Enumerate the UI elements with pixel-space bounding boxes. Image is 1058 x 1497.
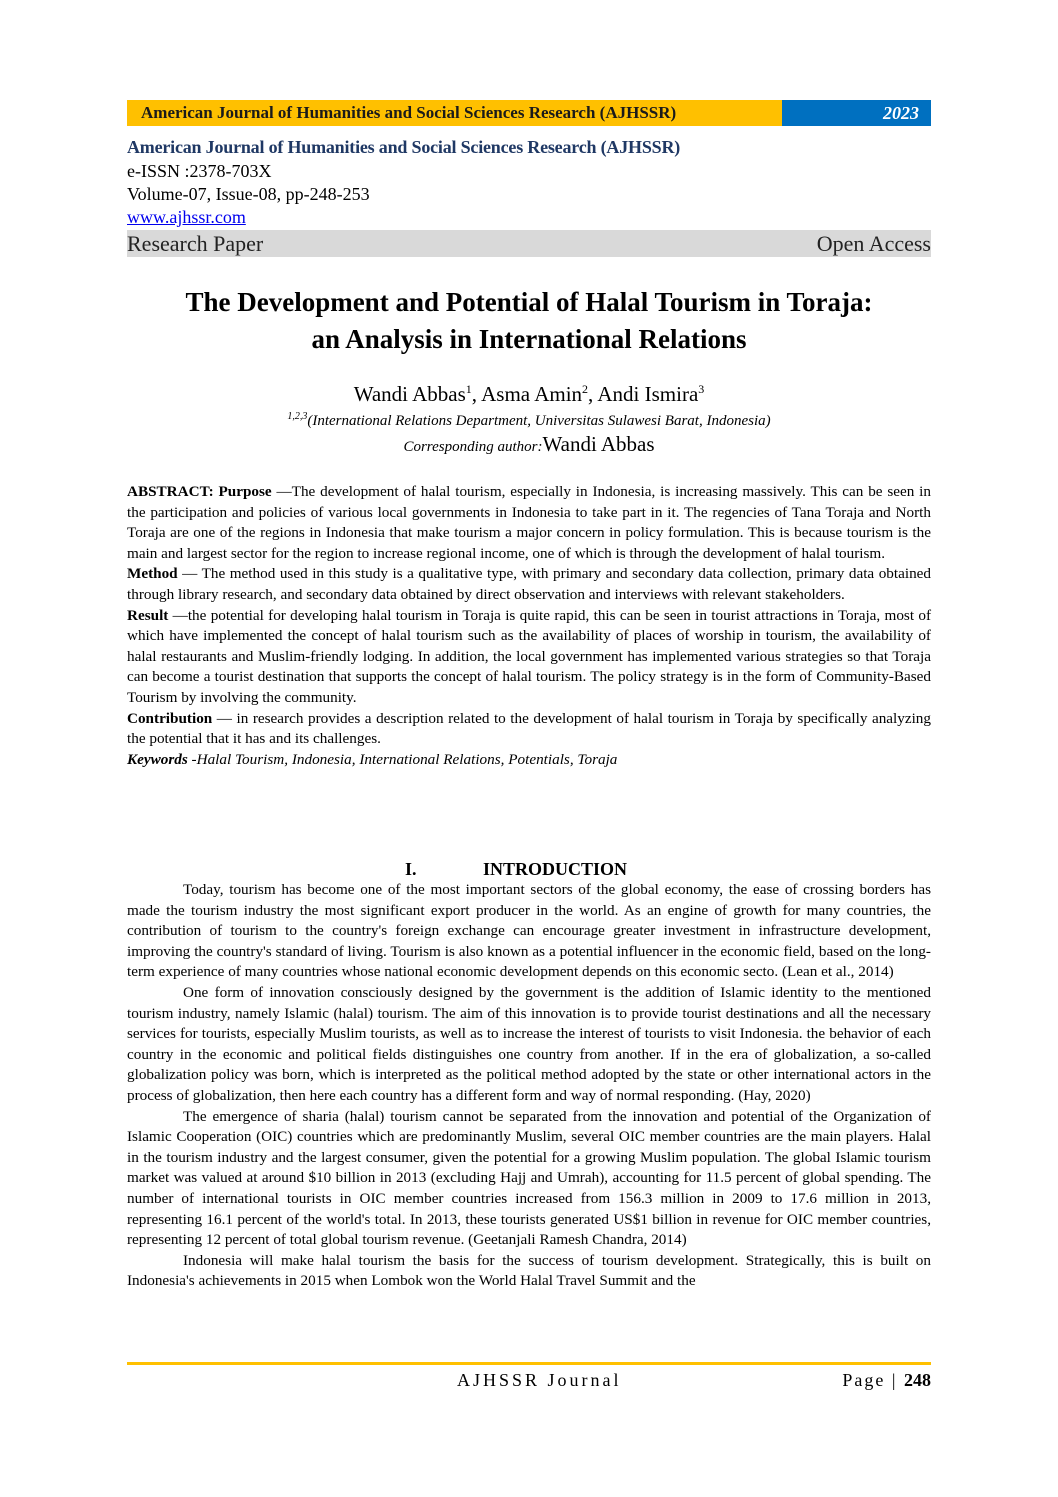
running-header-year: 2023 [782, 100, 931, 126]
access-type: Open Access [816, 231, 931, 256]
paper-type: Research Paper [127, 231, 264, 256]
paragraph: Today, tourism has become one of the most important sectors of the global economy, the ease of crossing borders has made the tourism industry the most significant export producer in the world. As an engine of growth for many countries, the contribution of tourism to the country's foreign exchange can encourage greater investment in infrastructure development, improving the country's standard of living. Tourism is also known as a potential influencer in the economic field, based on the long-term experience of many countries whose national economic development depends on this economic secto. (Lean et al., 2014) [127, 881, 931, 981]
paragraph: Indonesia will make halal tourism the basis for the success of tourism development. Strategically, this is built on Indonesia's achievements in 2015 when Lombok won the World Halal Travel Summit and the [127, 1251, 931, 1290]
abstract-method [127, 564, 931, 605]
author-3-sup: 3 [698, 382, 705, 396]
introduction-body [127, 880, 931, 1292]
abstract-result [127, 606, 931, 709]
journal-website-link[interactable]: www.ajhssr.com [127, 207, 246, 227]
issn: e-ISSN :2378-703X [127, 161, 272, 181]
keywords [127, 750, 931, 771]
method-text: — The method used in this study is a qualitative type, with primary and secondary data collection, primary data obtained through library research, and secondary data obtained by direct observation and interviews with relevant stakeholders. [127, 565, 931, 603]
paragraph: The emergence of sharia (halal) tourism cannot be separated from the innovation and potential of the Organization of Islamic Cooperation (OIC) countries which are predominantly Muslim, several OIC member countries are the main players. Halal in the tourism industry and the largest consumer, given the potential for a growing Muslim population. The global Islamic tourism market was valued at around $10 billion in 2013 (excluding Hajj and Umrah), accounting for 11.5 percent of global spending. The number of international tourists in OIC member countries increased from 156.3 million in 2009 to 17.6 million in 2013, representing 16.1 percent of the world's total. In 2013, these tourists generated US$1 billion in revenue for OIC member countries, representing 12 percent of total global tourism revenue. (Geetanjali Ramesh Chandra, 2014) [127, 1107, 931, 1249]
result-text: —the potential for developing halal tourism in Toraja is quite rapid, this can be seen in tourist attractions in Toraja, most of which have implemented the concept of halal tourism such as the availability of places of worship in tourism, the availability of halal restaurants and Muslim-friendly lodging. In addition, the local government has implemented various strategies so that Toraja can become a tourist destination that supports the concept of halal tourism. The policy strategy is in the form of Community-Based Tourism by involving the community. [127, 606, 931, 706]
footer-rule [127, 1362, 931, 1365]
purpose-text: —The development of halal tourism, especially in Indonesia, is increasing massively. This can be seen in the participation and policies of various local governments in Indonesia to take part in it. The regencies of Tana Toraja and North Toraja are one of the regions in Indonesia that make tourism a major concern in policy formulation. This is because tourism is the main and largest sector for the region to increase regional income, one of which is through the development of halal tourism. [127, 483, 931, 562]
contribution-text: — in research provides a description related to the development of halal tourism in Toraja by specifically analyzing the potential that it has and its challenges. [127, 709, 931, 748]
footer-page-label: Page | [842, 1370, 904, 1390]
corresponding-author [127, 430, 931, 461]
corresponding-label: Corresponding author: [403, 439, 543, 455]
title-line-2: an Analysis in International Relations [311, 324, 747, 354]
title-line-1: The Development and Potential of Halal Tourism in Toraja: [185, 287, 873, 317]
section-number: I. [405, 859, 417, 879]
author-2: Asma Amin [481, 382, 583, 406]
keywords-label: Keywords [127, 750, 188, 768]
page-number: 248 [904, 1370, 931, 1390]
author-3: Andi Ismira [597, 382, 699, 406]
corresponding-name: Wandi Abbas [542, 432, 655, 456]
author-list: Wandi Abbas$^1$, Asma Amin$^2$, Andi Ismira$^3$ [353, 382, 705, 406]
method-label: Method [127, 565, 178, 583]
running-header [127, 100, 931, 126]
section-title: INTRODUCTION [483, 859, 628, 879]
running-header-journal: American Journal of Humanities and Social Sciences Research (AJHSSR) [127, 100, 782, 126]
abstract [127, 482, 931, 770]
abstract-purpose [127, 482, 931, 564]
author-1-sup: 1 [465, 382, 472, 396]
affiliation-text: (International Relations Department, Universitas Sulawesi Barat, Indonesia) [307, 413, 771, 429]
paper-type-bar [127, 230, 931, 257]
paragraph: One form of innovation consciously designed by the government is the addition of Islamic identity to the mentioned tourism industry, namely Islamic (halal) tourism. The aim of this innovation is to provide tourist destinations and all the necessary services for tourists, especially Muslim tourists, as well as to increase the interest of tourists to visit Indonesia. the behavior of each country in the economic and political fields distinguishes one country from another. If in the era of globalization, a so-called globalization policy was born, which is interpreted as the political method adopted by the state or other international actors in the process of globalization, then here each country has a different form and way of normal responding. (Hay, 2020) [127, 983, 931, 1104]
abstract-contribution [127, 709, 931, 750]
abstract-heading: ABSTRACT: [127, 483, 214, 500]
author-1: Wandi Abbas [353, 382, 466, 406]
footer [127, 1370, 931, 1398]
contribution-label: Contribution [127, 709, 213, 727]
purpose-label: Purpose [218, 483, 272, 500]
author-2-sup: 2 [582, 382, 589, 396]
affiliation [127, 406, 931, 432]
footer-journal: AJHSSR Journal [457, 1370, 622, 1390]
journal-info [127, 135, 931, 257]
journal-name: American Journal of Humanities and Social Sciences Research (AJHSSR) [127, 137, 681, 157]
paper-title [127, 284, 931, 358]
affiliation-sup: 1,2,3 [287, 411, 308, 422]
result-label: Result [127, 606, 169, 624]
footer-page [842, 1370, 931, 1391]
keywords-text: -Halal Tourism, Indonesia, International Relations, Potentials, Toraja [187, 750, 618, 768]
volume-info: Volume-07, Issue-08, pp-248-253 [127, 184, 370, 204]
